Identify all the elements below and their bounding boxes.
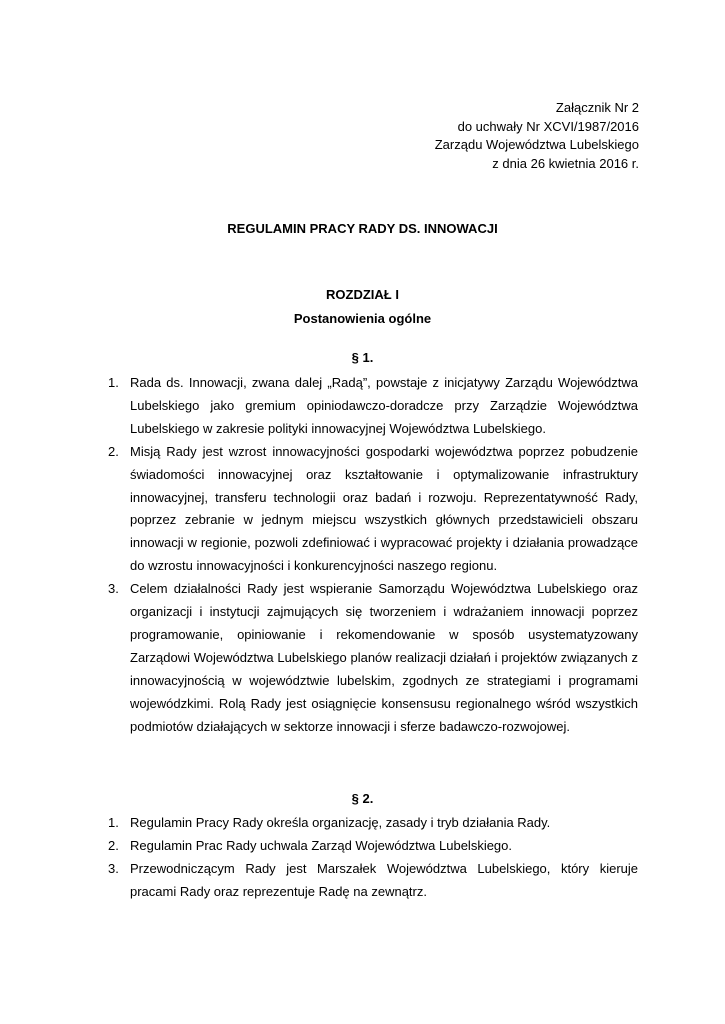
item-number: 1. (108, 375, 119, 390)
issuing-body: Zarządu Województwa Lubelskiego (434, 137, 639, 152)
section-2-list (103, 812, 638, 904)
list-item (103, 441, 638, 578)
resolution-number: do uchwały Nr XCVI/1987/2016 (457, 118, 639, 134)
list-item (103, 812, 638, 835)
section-1-list (103, 372, 638, 739)
list-item (103, 835, 638, 858)
document-title: REGULAMIN PRACY RADY DS. INNOWACJI (227, 221, 498, 236)
resolution-date: z dnia 26 kwietnia 2016 r. (492, 155, 639, 171)
item-number: 3. (108, 860, 119, 876)
item-text: Celem działalności Rady jest wspieranie Samorządu Województwa Lubelskiego oraz organizacji i instytucji zajmujących się tworzeniem i wdrażaniem innowacji poprzez programowanie, opiniowanie i rekomendowanie w sposób usystematyzowany Zarządowi Województwa Lubelskiego planów realizacji działań i projektów związanych z innowacyjnością w województwie lubelskim, zgodnych ze strategiami i programami wojewódzkimi. Rolą Rady jest osiągnięcie konsensusu regionalnego wśród wszystkich podmiotów działających w sektorze innowacji i sferze badawczo-rozwojowej. (130, 581, 638, 734)
list-item (103, 372, 638, 441)
attachment-number: Załącznik Nr 2 (555, 100, 639, 115)
chapter-name: Postanowienia ogólne (293, 311, 432, 326)
item-text: Przewodniczącym Rady jest Marszałek Województwa Lubelskiego, który kieruje pracami Rady oraz reprezentuje Radę na zewnątrz. (130, 860, 638, 899)
item-text: Misją Rady jest wzrost innowacyjności gospodarki województwa poprzez pobudzenie świadomości innowacyjnej oraz kształtowanie i optymalizowanie infrastruktury innowacyjnej, transferu technologii oraz badań i rozwoju. Reprezentatywność Rady, poprzez zebranie w jednym miejscu wszystkich głównych przedstawicieli obszaru innowacji w regionie, pozwoli zdefiniować i wypracować projekty i działania prowadzące do wzrostu innowacyjności i konkurencyjności naszego regionu. (130, 443, 638, 574)
item-number: 2. (108, 837, 119, 853)
section-mark-1: § 1. (351, 350, 374, 365)
item-number: 1. (108, 815, 119, 830)
list-item (103, 578, 638, 738)
list-item (103, 858, 638, 904)
item-number: 2. (108, 443, 119, 459)
item-text: Regulamin Prac Rady uchwala Zarząd Województwa Lubelskiego. (130, 837, 513, 853)
section-mark-2: § 2. (351, 791, 374, 806)
item-text: Regulamin Pracy Rady określa organizację, zasady i tryb działania Rady. (130, 815, 551, 830)
item-text: Rada ds. Innowacji, zwana dalej „Radą”, powstaje z inicjatywy Zarządu Województwa Lubelskiego jako gremium opiniodawczo-doradcze przy Zarządzie Województwa Lubelskiego w zakresie polityki innowacyjnej Województwa Lubelskiego. (130, 375, 638, 436)
chapter-number: ROZDZIAŁ I (326, 287, 399, 302)
chapter-heading (0, 283, 725, 331)
item-number: 3. (108, 581, 119, 597)
attachment-header (435, 99, 639, 173)
